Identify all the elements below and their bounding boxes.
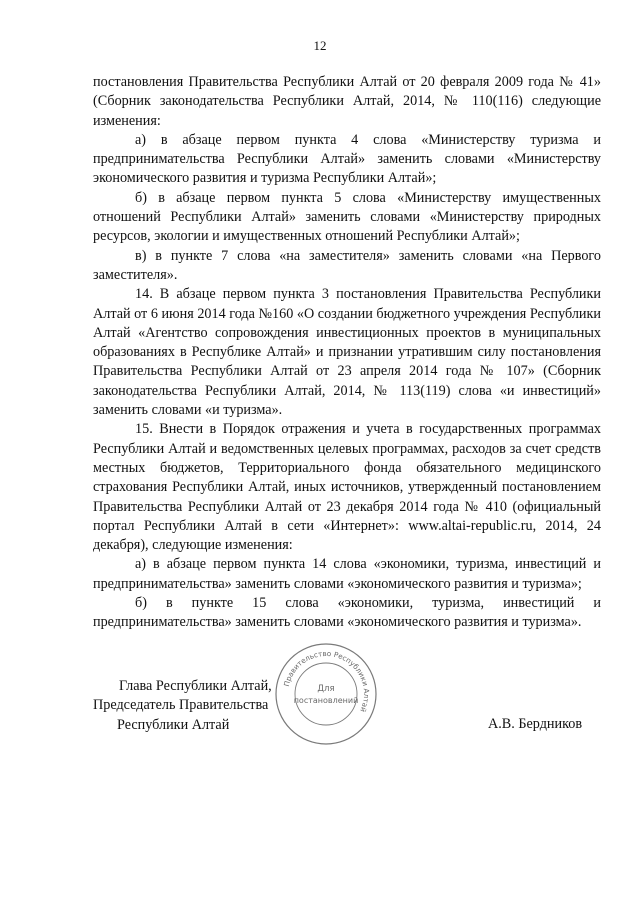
seal-ring-text-path: Правительство Республики Алтай xyxy=(281,648,372,714)
paragraph-item-b: б) в абзаце первом пункта 5 слова «Министерству имущественных отношений Республики Алтай» заменить словами «Министерству природных ресурсов, экологии и имущественных отношений Республики Алтай»; xyxy=(93,189,601,245)
paragraph-14: 14. В абзаце первом пункта 3 постановления Правительства Республики Алтай от 6 июня 2014 года №160 «О создании бюджетного учреждения Республики Алтай «Агентство сопровождения инвестиционных проектов в муниципальных образованиях в Республике Алтай» и признании утратившим силу постановления Правительства Республики Алтай от 23 апреля 2014 года № 107» (Сборник законодательства Республики Алтай, 2014, № 113(119) слова «и инвестиций» заменить словами «и туризма». xyxy=(93,286,601,419)
signatory-position-line3: Республики Алтай xyxy=(117,716,230,733)
paragraph-item-a: а) в абзаце первом пункта 4 слова «Министерству туризма и предпринимательства Республики Алтай» заменить словами «Министерству экономического развития и туризма Республики Алтай»; xyxy=(93,131,601,187)
paragraph-15: 15. Внести в Порядок отражения и учета в государственных программах Республики Алтай и ведомственных целевых программах, расходов за счет средств местных бюджетов, Территориального фонда обязательного медицинского страхования Республики Алтай, иных источников, утвержденный постановлением Правительства Республики Алтай от 23 декабря 2014 года № 410 (официальный портал Республики Алтай в сети «Интернет»: www.altai-republic.ru, 2014, 24 декабря), следующие изменения: xyxy=(93,421,601,554)
seal-center-line2: постановлений xyxy=(293,696,359,705)
paragraph-15-item-a: а) в абзаце первом пункта 14 слова «экономики, туризма, инвестиций и предпринимательства» заменить словами «экономического развития и туризма»; xyxy=(93,556,601,592)
paragraph-continuation: постановления Правительства Республики Алтай от 20 февраля 2009 года № 41» (Сборник законодательства Республики Алтай, 2014, № 110(116) следующие изменения: xyxy=(93,74,601,129)
page-number: 12 xyxy=(313,38,327,53)
paragraph-15-item-b: б) в пункте 15 слова «экономики, туризма, инвестиций и предпринимательства» заменить словами «экономического развития и туризма». xyxy=(93,595,601,631)
paragraph-item-v: в) в пункте 7 слова «на заместителя» заменить словами «на Первого заместителя». xyxy=(93,247,601,283)
signatory-position-line2: Председатель Правительства xyxy=(93,697,269,714)
seal-center-line1: Для xyxy=(317,684,335,694)
official-seal xyxy=(274,642,378,746)
signatory-name: А.В. Бердников xyxy=(488,716,583,732)
document-body xyxy=(93,73,601,633)
signatory-position-line1: Глава Республики Алтай, xyxy=(119,678,272,694)
